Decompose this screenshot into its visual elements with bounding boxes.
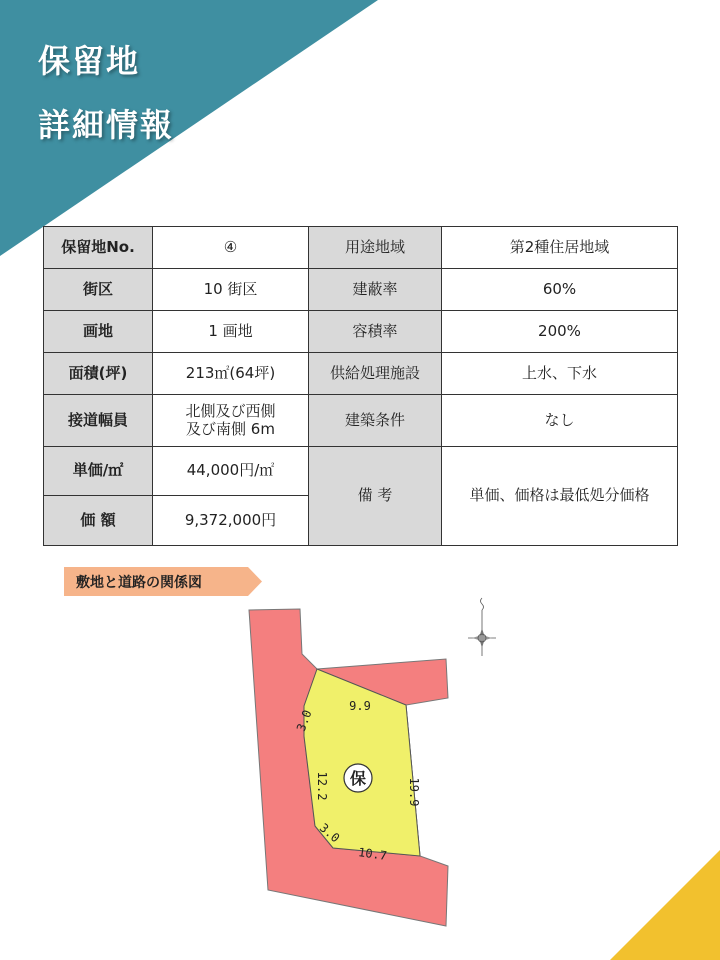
lot-mark: 保 <box>349 769 367 788</box>
section-title: 敷地と道路の関係図 <box>76 575 202 591</box>
value-remarks: 単価、価格は最低処分価格 <box>442 447 678 546</box>
dim-right: 19.9 <box>407 777 421 807</box>
label-floor-area-ratio: 容積率 <box>309 311 442 353</box>
dim-top: 9.9 <box>349 699 371 713</box>
label-unit-price: 単価/㎡ <box>44 447 153 496</box>
table-row <box>44 395 678 447</box>
value-unit-price: 44,000円/㎡ <box>153 447 309 496</box>
label-area: 面積(坪) <box>44 353 153 395</box>
label-price: 価 額 <box>44 496 153 546</box>
dim-corner-top: 3.0 <box>293 708 315 734</box>
page-title-line1: 保留地 <box>38 42 141 80</box>
label-zoning: 用途地域 <box>309 227 442 269</box>
table-row <box>44 447 678 496</box>
value-road-width-line2: 及び南側 6m <box>186 419 275 438</box>
section-header <box>64 567 262 596</box>
site-road-diagram <box>240 596 460 930</box>
value-utilities: 上水、下水 <box>442 353 678 395</box>
value-floor-area-ratio: 200% <box>442 311 678 353</box>
north-arrow-icon <box>462 596 502 660</box>
value-road-width-line1: 北側及び西側 <box>185 402 276 421</box>
corner-decoration <box>610 850 720 960</box>
value-building-conditions: なし <box>442 395 678 447</box>
label-road-width: 接道幅員 <box>44 395 153 447</box>
value-coverage-ratio: 60% <box>442 269 678 311</box>
page-title-line2: 詳細情報 <box>38 106 175 144</box>
label-block: 街区 <box>44 269 153 311</box>
table-row <box>44 311 678 353</box>
dim-corner-bottom: 3.0 <box>316 820 343 846</box>
label-building-conditions: 建築条件 <box>309 395 442 447</box>
label-lot-number: 保留地No. <box>44 227 153 269</box>
label-utilities: 供給処理施設 <box>309 353 442 395</box>
value-parcel: 1 画地 <box>153 311 309 353</box>
table-row <box>44 227 678 269</box>
dim-left: 12.2 <box>315 771 329 801</box>
table-row <box>44 353 678 395</box>
dim-bottom: 10.7 <box>357 845 388 863</box>
value-area: 213㎡(64坪) <box>153 353 309 395</box>
value-lot-number: ④ <box>153 227 309 269</box>
value-zoning: 第2種住居地域 <box>442 227 678 269</box>
value-block: 10 街区 <box>153 269 309 311</box>
value-road-width <box>153 395 309 447</box>
table-row <box>44 269 678 311</box>
value-price: 9,372,000円 <box>153 496 309 546</box>
label-remarks: 備 考 <box>309 447 442 546</box>
label-coverage-ratio: 建蔽率 <box>309 269 442 311</box>
property-info-table <box>43 226 678 546</box>
label-parcel: 画地 <box>44 311 153 353</box>
